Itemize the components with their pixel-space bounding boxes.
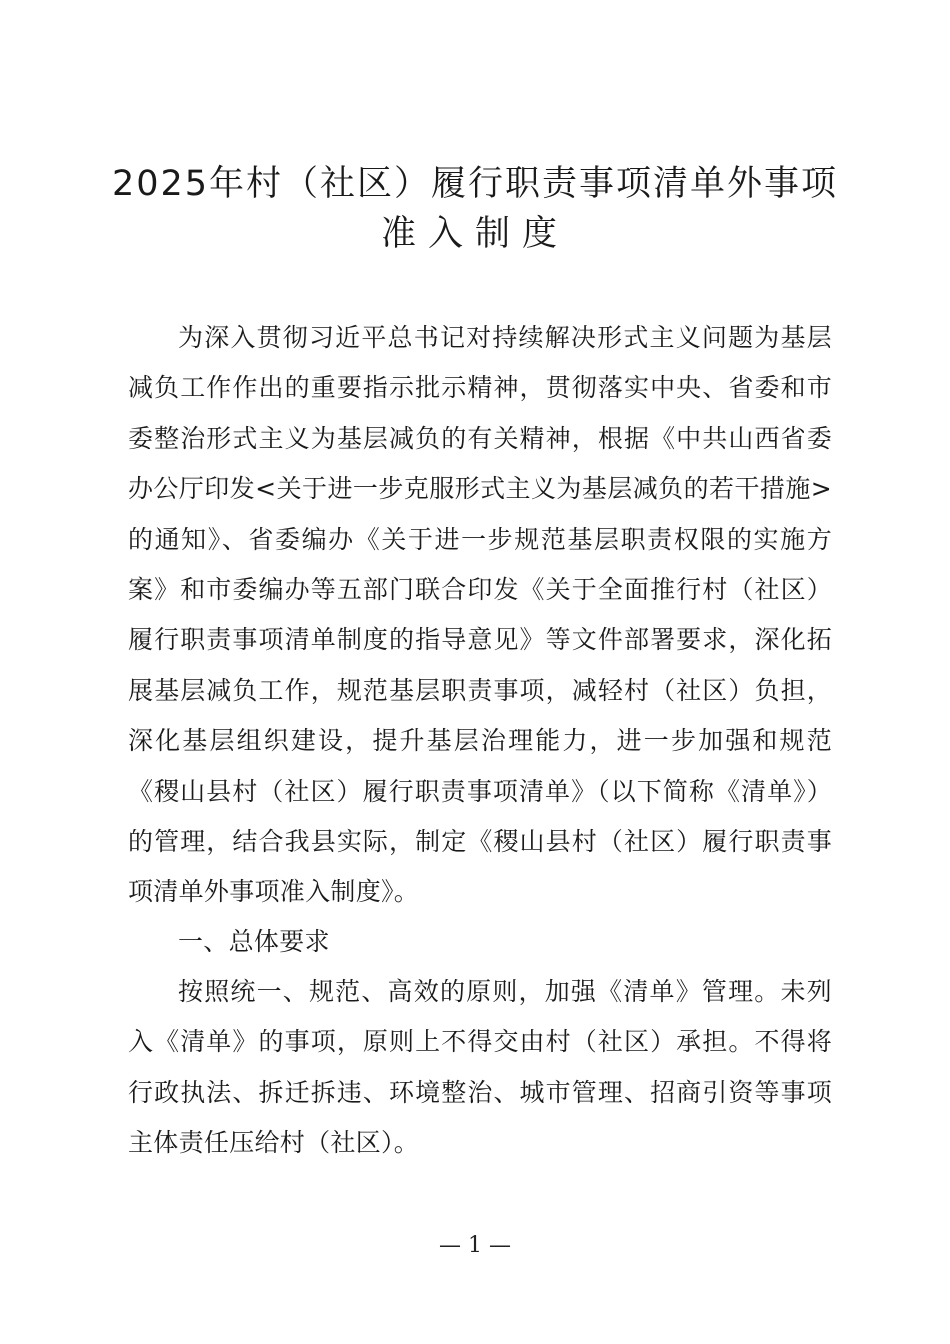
intro-paragraph: 为深入贯彻习近平总书记对持续解决形式主义问题为基层减负工作作出的重要指示批示精神，贯彻落实中央、省委和市委整治形式主义为基层减负的有关精神，根据《中共山西省委办公厅印发<关于进一步克服形式主义为基层减负的若干措施>的通知》、省委编办《关于进一步规范基层职责权限的实施方案》和市委编办等五部门联合印发《关于全面推行村（社区）履行职责事项清单制度的指导意见》等文件部署要求，深化拓展基层减负工作，规范基层职责事项，减轻村（社区）负担，深化基层组织建设，提升基层治理能力，进一步加强和规范《稷山县村（社区）履行职责事项清单》（以下简称《清单》）的管理，结合我县实际，制定《稷山县村（社区）履行职责事项清单外事项准入制度》。 xyxy=(128,323,832,907)
document-title-line-2: 准入制度 xyxy=(380,214,569,254)
page-number: — 1 — xyxy=(439,1233,511,1258)
document-title-line-1: 2025年村（社区）履行职责事项清单外事项 xyxy=(111,164,839,204)
section-1-paragraph: 按照统一、规范、高效的原则，加强《清单》管理。未列入《清单》的事项，原则上不得交由村（社区）承担。不得将行政执法、拆迁拆违、环境整治、城市管理、招商引资等事项主体责任压给村（社区）。 xyxy=(128,977,832,1158)
section-heading-general-requirements: 一、总体要求 xyxy=(178,927,330,956)
